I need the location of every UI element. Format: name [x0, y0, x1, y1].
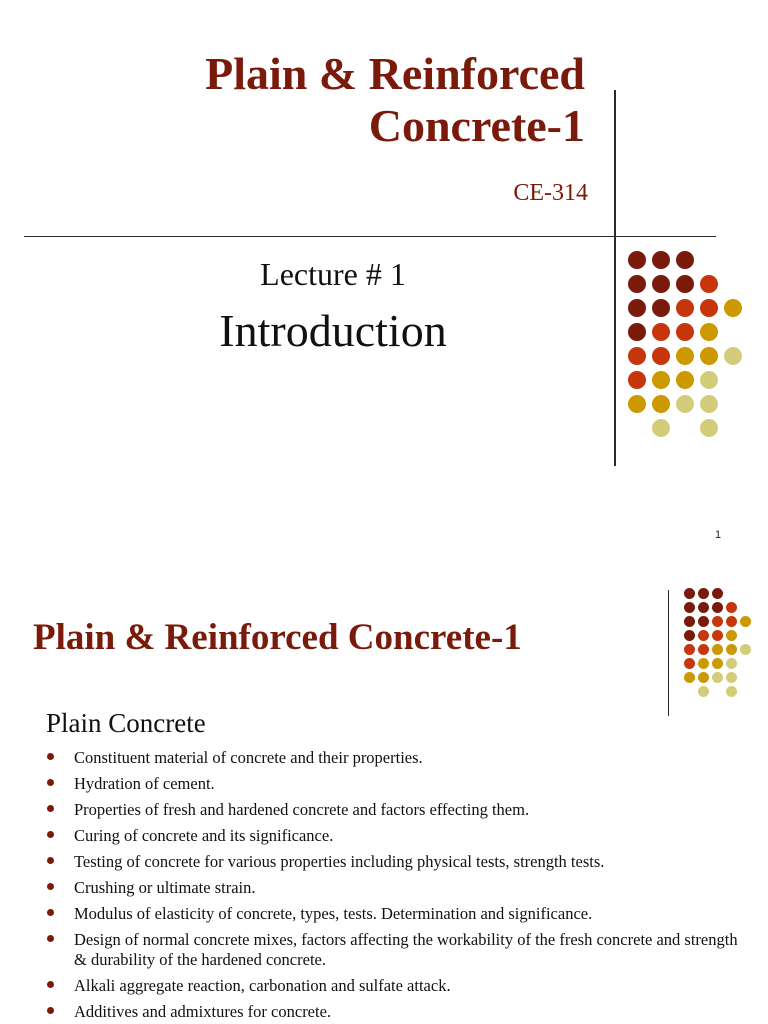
dot-shape — [628, 395, 646, 413]
dot-shape — [726, 658, 737, 669]
bullet-icon — [47, 857, 54, 864]
slide-2 — [0, 568, 768, 1024]
dot-shape — [698, 658, 709, 669]
list-item: Additives and admixtures for concrete. — [45, 1002, 745, 1022]
dot-shape — [698, 686, 709, 697]
dot-shape — [700, 299, 718, 317]
dot-shape — [726, 644, 737, 655]
list-item: Testing of concrete for various properties including physical tests, strength tests. — [45, 852, 745, 872]
dot-shape — [712, 602, 723, 613]
bullet-icon — [47, 753, 54, 760]
dot-shape — [740, 644, 751, 655]
bullet-icon — [47, 909, 54, 916]
dot-shape — [628, 275, 646, 293]
dot-shape — [698, 616, 709, 627]
title-line-2: Concrete-1 — [368, 100, 585, 151]
dot-shape — [726, 602, 737, 613]
dot-shape — [628, 323, 646, 341]
dot-shape — [684, 658, 695, 669]
dot-shape — [700, 275, 718, 293]
dot-shape — [652, 347, 670, 365]
dot-shape — [712, 644, 723, 655]
dot-shape — [684, 616, 695, 627]
dot-shape — [676, 323, 694, 341]
lecture-number: Lecture # 1 — [260, 256, 406, 292]
dot-shape — [700, 371, 718, 389]
dot-shape — [740, 616, 751, 627]
dot-shape — [700, 347, 718, 365]
list-item: Design of normal concrete mixes, factors affecting the workability of the fresh concrete and strength & durability of the hardened concrete. — [45, 930, 745, 970]
dot-shape — [684, 672, 695, 683]
dot-shape — [698, 602, 709, 613]
bullet-icon — [47, 831, 54, 838]
dot-shape — [676, 299, 694, 317]
slide-1-title — [205, 48, 585, 152]
list-item: Hydration of cement. — [45, 774, 745, 794]
dot-shape — [698, 588, 709, 599]
dot-shape — [652, 251, 670, 269]
dot-shape — [712, 588, 723, 599]
topic-list — [45, 748, 745, 1024]
horizontal-divider — [24, 236, 716, 237]
lecture-topic: Introduction — [219, 305, 447, 356]
dot-shape — [676, 275, 694, 293]
dot-shape — [724, 299, 742, 317]
dot-shape — [712, 672, 723, 683]
dot-shape — [698, 644, 709, 655]
bullet-icon — [47, 981, 54, 988]
dot-shape — [628, 299, 646, 317]
dot-shape — [700, 419, 718, 437]
dot-shape — [676, 395, 694, 413]
list-item: Crushing or ultimate strain. — [45, 878, 745, 898]
dot-shape — [726, 672, 737, 683]
dot-shape — [652, 275, 670, 293]
list-item: Properties of fresh and hardened concrete and factors effecting them. — [45, 800, 745, 820]
list-item: Constituent material of concrete and their properties. — [45, 748, 745, 768]
dot-shape — [652, 395, 670, 413]
title-line-1: Plain & Reinforced — [205, 48, 585, 99]
dot-shape — [676, 347, 694, 365]
dot-shape — [684, 644, 695, 655]
dot-shape — [726, 616, 737, 627]
dot-shape — [700, 395, 718, 413]
dot-shape — [698, 630, 709, 641]
dot-shape — [712, 658, 723, 669]
dot-shape — [712, 630, 723, 641]
dot-shape — [652, 419, 670, 437]
list-item: Curing of concrete and its significance. — [45, 826, 745, 846]
dot-shape — [684, 602, 695, 613]
bullet-icon — [47, 1007, 54, 1014]
dot-shape — [628, 347, 646, 365]
dot-shape — [652, 299, 670, 317]
dot-shape — [652, 371, 670, 389]
dot-shape — [628, 371, 646, 389]
bullet-icon — [47, 805, 54, 812]
dot-shape — [628, 251, 646, 269]
dot-shape — [684, 630, 695, 641]
dot-shape — [698, 672, 709, 683]
dot-shape — [652, 323, 670, 341]
dot-shape — [712, 616, 723, 627]
course-code: CE-314 — [513, 180, 588, 206]
section-heading: Plain Concrete — [46, 708, 206, 738]
vertical-divider — [668, 590, 669, 716]
list-item: Alkali aggregate reaction, carbonation and sulfate attack. — [45, 976, 745, 996]
dot-shape — [684, 588, 695, 599]
dot-shape — [724, 347, 742, 365]
list-item: Modulus of elasticity of concrete, types, tests. Determination and significance. — [45, 904, 745, 924]
dot-shape — [726, 630, 737, 641]
page-number: 1 — [715, 529, 722, 541]
dot-shape — [676, 371, 694, 389]
dot-shape — [726, 686, 737, 697]
dot-shape — [700, 323, 718, 341]
slide-2-title: Plain & Reinforced Concrete-1 — [33, 617, 522, 658]
bullet-icon — [47, 883, 54, 890]
bullet-icon — [47, 779, 54, 786]
dot-shape — [676, 251, 694, 269]
bullet-icon — [47, 935, 54, 942]
